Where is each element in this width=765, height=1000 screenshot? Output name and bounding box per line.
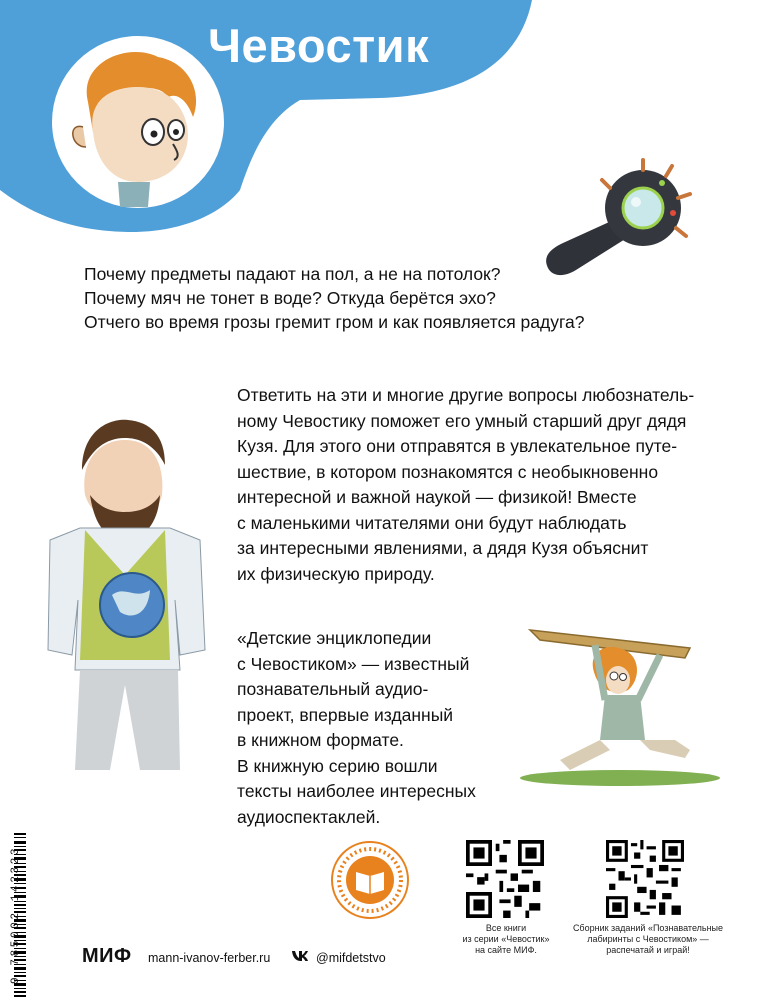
website-link[interactable]: mann-ivanov-ferber.ru: [148, 951, 271, 965]
question-line: Отчего во время грозы гремит гром и как появляется радуга?: [84, 312, 585, 332]
promo-line: проект, впервые изданный: [237, 704, 454, 725]
qr-caption: [450, 923, 562, 956]
promo-line: аудиоспектаклей.: [237, 806, 381, 827]
question-line: Почему предметы падают на пол, а не на потолок?: [84, 264, 501, 284]
description-line: интересной и важной наукой — физикой! Вместе: [237, 487, 637, 507]
caption-line: распечатай и играй!: [606, 945, 690, 955]
award-book-icon: [330, 840, 410, 920]
social-handle[interactable]: @mifdetstvo: [316, 951, 386, 965]
description-paragraph: [237, 383, 707, 587]
uncle-kuzya-illustration: [40, 400, 220, 780]
description-line: шествие, в котором познакомятся с необыкновенно: [237, 461, 659, 482]
qr-code[interactable]: [466, 840, 544, 918]
promo-paragraph: [237, 626, 507, 830]
magnifier-illustration: [538, 158, 698, 283]
caption-line: Сборник заданий «Познавательные: [572, 923, 724, 933]
description-line: за интересными явлениями, а дядя Кузя объяснит: [237, 538, 649, 558]
promo-line: В книжную серию вошли: [237, 755, 438, 776]
qr-caption: [560, 923, 736, 956]
caption-line: Все книги: [485, 923, 527, 933]
description-line: их физическую природу.: [237, 563, 435, 584]
running-chevostik-illustration: [500, 600, 725, 790]
description-line: Кузя. Для этого они отправятся в увлекательное путе-: [237, 436, 678, 456]
chevostik-portrait: [48, 32, 228, 212]
series-title: Чевостик: [208, 19, 430, 72]
promo-line: «Детские энциклопедии: [237, 628, 432, 648]
qr-code[interactable]: [606, 840, 684, 918]
caption-line: лабиринты с Чевостиком» —: [587, 934, 709, 944]
description-line: Ответить на эти и многие другие вопросы любознатель-: [237, 385, 695, 405]
promo-line: тексты наиболее интересных: [237, 781, 476, 801]
publisher-logo: МИФ: [82, 945, 132, 967]
promo-line: в книжном формате.: [237, 730, 404, 750]
caption-line: на сайте МИФ.: [475, 945, 537, 955]
description-line: с маленькими читателями они будут наблюдать: [237, 512, 627, 533]
vk-icon[interactable]: [291, 949, 309, 963]
caption-line: из серии «Чевостик»: [462, 934, 550, 944]
promo-line: с Чевостиком» — известный: [237, 653, 470, 674]
description-line: ному Чевостику поможет его умный старший друг дядя: [237, 410, 687, 431]
barcode-digits: 9 785002 142323: [10, 845, 22, 984]
promo-line: познавательный аудио-: [237, 679, 429, 699]
question-line: Почему мяч не тонет в воде? Откуда берётся эхо?: [84, 288, 496, 308]
